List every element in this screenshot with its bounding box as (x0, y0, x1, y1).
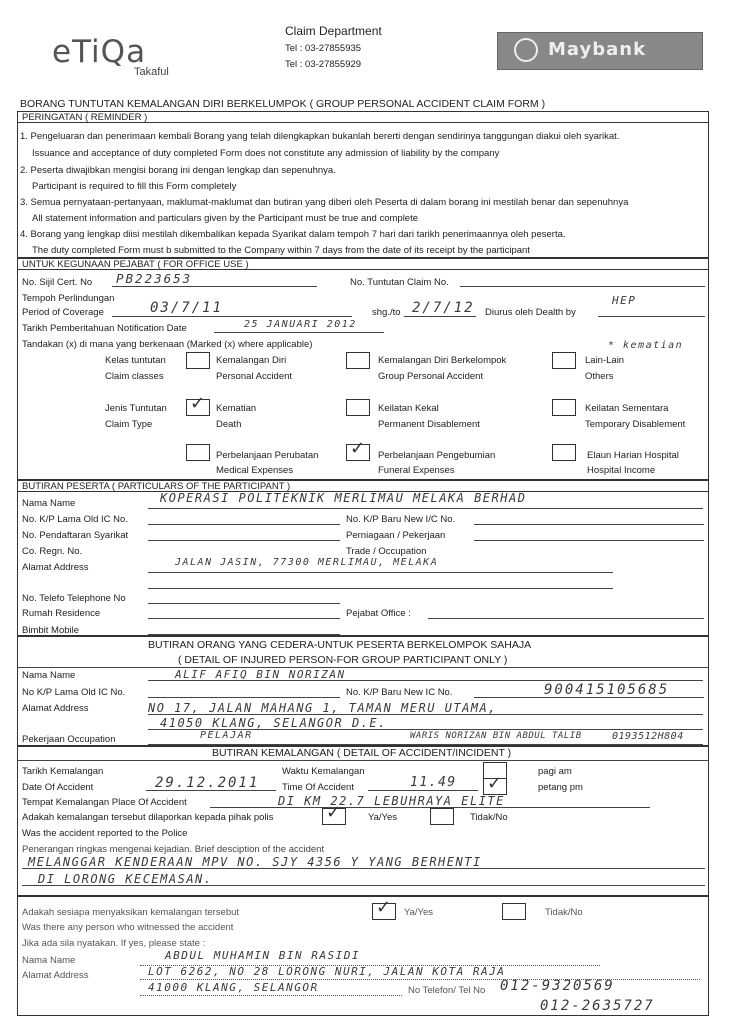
maybank-logo (497, 32, 703, 70)
trade-label-ms: Perniagaan / Pekerjaan (346, 530, 446, 541)
claim-class-label-ms: Kelas tuntutan (105, 355, 166, 366)
reminder-2-en: Participant is required to fill this Form completely (32, 181, 237, 192)
witness-yes-check-icon: ✓ (376, 897, 392, 918)
reminder-4-en: The duty completed Form must b submitted to the Company within 7 days from the date of its receipt by the participant (32, 245, 530, 256)
witness-address-line-2 (140, 995, 402, 996)
office-phone-label: Pejabat Office : (346, 608, 411, 619)
injured-heading-1: BUTIRAN ORANG YANG CEDERA-UNTUK PESERTA BERKELOMPOK SAHAJA (148, 639, 532, 651)
reminder-1-ms: 1. Pengeluaran dan penerimaan kembali Borang yang telah dilengkapkan bukanlah bererti dengan sendirinya tanggungan diakui oleh syarikat. (20, 131, 620, 142)
participant-heading: BUTIRAN PESERTA ( PARTICULARS OF THE PARTICIPANT ) (17, 480, 709, 492)
witness-tel-value-1: 012-9320569 (500, 978, 615, 994)
am-label: pagi am (538, 766, 572, 777)
tel-1: Tel : 03-27855935 (285, 43, 362, 54)
injured-address-label: Alamat Address (22, 703, 89, 714)
participant-new-ic-label: No. K/P Baru New I/C No. (346, 514, 456, 525)
diurus-value: HEP (612, 294, 637, 307)
participant-name-value: KOPERASI POLITEKNIK MERLIMAU MELAKA BERHAD (160, 491, 527, 505)
police-yes-check-icon: ✓ (326, 802, 342, 823)
period-to-value: 2/7/12 (412, 300, 475, 316)
etiqa-logo-sub: Takaful (134, 66, 169, 78)
description-label: Penerangan ringkas mengenai kejadian. Brief desciption of the accident (22, 844, 325, 855)
period-label-en: Period of Coverage (22, 307, 104, 318)
kematian-note: * kematian (608, 340, 684, 351)
personal-accident-checkbox[interactable] (186, 352, 210, 369)
injured-new-ic-value: 900415105685 (544, 682, 670, 698)
witness-address-line-1 (140, 979, 700, 980)
telephone-label: No. Telefo Telephone No (22, 593, 126, 604)
company-reg-line (148, 540, 340, 541)
participant-name-line (148, 508, 703, 509)
witness-address-label: Alamat Address (22, 970, 89, 981)
place-label: Tempat Kemalangan Place Of Accident (22, 797, 187, 808)
police-no-label: Tidak/No (470, 812, 508, 823)
injured-old-ic-label: No K/P Lama Old IC No. (22, 687, 126, 698)
permanent-disablement-checkbox[interactable] (346, 399, 370, 416)
period-to-line (404, 316, 476, 317)
injured-heading-rule (17, 667, 709, 668)
residence-line (148, 618, 340, 619)
injured-address-value-1: NO 17, JALAN MAHANG 1, TAMAN MERU UTAMA, (148, 701, 497, 715)
reminder-4-ms: 4. Borang yang lengkap diisi mestilah dikembalikan kepada Syarikat dalam tempoh 7 hari dari tarikh penerimaannya oleh peserta. (20, 229, 566, 240)
participant-old-ic-line (148, 524, 340, 525)
witness-yes-label: Ya/Yes (404, 907, 434, 918)
maybank-logo-text: Maybank (548, 39, 647, 60)
witness-address-value-1: LOT 6262, NO 28 LORONG NURI, JALAN KOTA RAJA (148, 965, 506, 978)
form-title: BORANG TUNTUTAN KEMALANGAN DIRI BERKELUMPOK ( GROUP PERSONAL ACCIDENT CLAIM FORM ) (20, 98, 546, 110)
diurus-label: Diurus oleh Dealth by (485, 307, 576, 318)
claim-type-label-ms: Jenis Tuntutan (105, 403, 167, 414)
participant-address-line-2 (148, 588, 613, 589)
temporary-disablement-checkbox[interactable] (552, 399, 576, 416)
accident-time-label-ms: Waktu Kemalangan (282, 766, 365, 777)
description-value-1: MELANGGAR KENDERAAN MPV NO. SJY 4356 Y YANG BERHENTI (28, 855, 482, 869)
medical-expenses-checkbox[interactable] (186, 444, 210, 461)
others-checkbox[interactable] (552, 352, 576, 369)
residence-label: Rumah Residence (22, 608, 101, 619)
reminder-heading: PERINGATAN ( REMINDER ) (17, 111, 709, 123)
medical-en: Medical Expenses (216, 465, 294, 476)
group-pa-ms: Kemalangan Diri Berkelompok (378, 355, 507, 366)
injured-name-value: ALIF AFIQ BIN NORIZAN (175, 668, 346, 681)
period-label-ms: Tempoh Perlindungan (22, 293, 115, 304)
group-pa-en: Group Personal Accident (378, 371, 484, 382)
company-reg-label: No. Pendaftaran Syarikat (22, 530, 129, 541)
claim-no-label: No. Tuntutan Claim No. (350, 277, 449, 288)
witness-tel-value-2: 012-2635727 (540, 998, 655, 1014)
co-regn-label: Co. Regn. No. (22, 546, 83, 557)
state-label: Jika ada sila nyatakan. If yes, please state : (22, 938, 206, 949)
etiqa-logo-text: eTiQa (52, 34, 147, 70)
office-heading: UNTUK KEGUNAAN PEJABAT ( FOR OFFICE USE ) (17, 258, 709, 270)
etiqa-logo (52, 36, 169, 78)
cert-no-label: No. Sijil Cert. No (22, 277, 93, 288)
hospital-en: Hospital Income (587, 465, 656, 476)
funeral-ms: Perbelanjaan Pengebumian (378, 450, 496, 461)
reminder-3-ms: 3. Semua pernyataan-pertanyaan, maklumat-maklumat dan butiran yang diberi oleh Peserta di dalam borang ini mestilah benar dan sepenuhnya (20, 197, 629, 208)
witness-label-en: Was there any person who witnessed the accident (22, 922, 234, 933)
accident-heading: BUTIRAN KEMALANGAN ( DETAIL OF ACCIDENT/INCIDENT ) (212, 747, 512, 759)
participant-name-label: Nama Name (22, 498, 76, 509)
witness-no-label: Tidak/No (545, 907, 583, 918)
reminder-2-ms: 2. Peserta diwajibkan mengisi borang ini dengan lengkap dan sepenuhnya. (20, 165, 336, 176)
accident-time-value: 11.49 (410, 775, 457, 790)
notify-line (214, 332, 384, 333)
accident-date-label-en: Date Of Accident (22, 782, 94, 793)
place-value: DI KM 22.7 LEBUHRAYA ELITE (278, 794, 505, 808)
participant-new-ic-line (474, 524, 704, 525)
personal-accident-ms: Kemalangan Diri (216, 355, 287, 366)
claim-class-label-en: Claim classes (105, 371, 164, 382)
medical-ms: Perbelanjaan Perubatan (216, 450, 319, 461)
accident-date-value: 29.12.2011 (155, 775, 260, 791)
group-pa-checkbox[interactable] (346, 352, 370, 369)
description-value-2: DI LORONG KECEMASAN. (38, 872, 213, 886)
period-to-label: shg./to (372, 307, 401, 318)
cert-no-line (112, 286, 317, 287)
claim-type-label-en: Claim Type (105, 419, 153, 430)
mark-instruction: Tandakan (x) di mana yang berkenaan (Marked (x) where applicable) (22, 339, 313, 350)
accident-time-label-en: Time Of Accident (282, 782, 354, 793)
participant-address-line-1 (148, 572, 613, 573)
accident-date-label-ms: Tarikh Kemalangan (22, 766, 104, 777)
death-en: Death (216, 419, 242, 430)
maybank-tiger-icon (514, 38, 538, 62)
funeral-check-icon: ✓ (350, 438, 366, 459)
pm-check-icon: ✓ (487, 773, 503, 794)
temporary-en: Temporary Disablement (585, 419, 686, 430)
witness-address-value-2: 41000 KLANG, SELANGOR (148, 981, 319, 994)
police-no-checkbox[interactable] (430, 808, 454, 825)
participant-address-value: JALAN JASIN, 77300 MERLIMAU, MELAKA (175, 557, 439, 568)
injured-address-value-2: 41050 KLANG, SELANGOR D.E. (160, 716, 387, 730)
office-phone-line (428, 618, 704, 619)
occupation-label: Pekerjaan Occupation (22, 734, 116, 745)
witness-label-ms: Adakah sesiapa menyaksikan kemalangan tersebut (22, 907, 240, 918)
hospital-income-checkbox[interactable] (552, 444, 576, 461)
participant-address-label: Alamat Address (22, 562, 89, 573)
permanent-ms: Keilatan Kekal (378, 403, 439, 414)
witness-name-label: Nama Name (22, 955, 76, 966)
death-ms: Kematian (216, 403, 257, 414)
others-ms: Lain-Lain (585, 355, 625, 366)
trade-label-en: Trade / Occupation (346, 546, 427, 557)
reminder-1-en: Issuance and acceptance of duty completed Form does not constitute any admission of liability by the company (32, 148, 500, 159)
witness-no-checkbox[interactable] (502, 903, 526, 920)
heir-value: WARIS NORIZAN BIN ABDUL TALIB (410, 731, 582, 741)
accident-time-line (368, 790, 478, 791)
reminder-3-en: All statement information and particulars given by the Participant must be true and complete (32, 213, 419, 224)
period-from-line (112, 316, 352, 317)
others-en: Others (585, 371, 614, 382)
occupation-line (148, 744, 703, 745)
funeral-en: Funeral Expenses (378, 465, 455, 476)
temporary-ms: Keilatan Sementara (585, 403, 669, 414)
witness-tel-label: No Telefon/ Tel No (408, 985, 486, 996)
claim-no-line (460, 286, 705, 287)
police-yes-label: Ya/Yes (368, 812, 398, 823)
death-check-icon: ✓ (190, 393, 206, 414)
injured-old-ic-line (148, 697, 340, 698)
telephone-line (148, 603, 340, 604)
mobile-label: Bimbit Mobile (22, 625, 80, 636)
witness-name-value: ABDUL MUHAMIN BIN RASIDI (165, 949, 360, 962)
police-label-ms: Adakah kemalangan tersebut dilaporkan kepada pihak polis (22, 812, 274, 823)
notify-label: Tarikh Pemberitahuan Notification Date (22, 323, 187, 334)
injured-new-ic-label: No. K/P Baru New IC No. (346, 687, 453, 698)
heir-phone: 0193512H804 (612, 731, 684, 742)
tel-2: Tel : 03-27855929 (285, 59, 362, 70)
diurus-line (598, 316, 705, 317)
pm-label: petang pm (538, 782, 583, 793)
period-from-value: 03/7/11 (150, 300, 224, 316)
participant-old-ic-label: No. K/P Lama Old IC No. (22, 514, 128, 525)
trade-line (474, 540, 704, 541)
cert-no-value: PB223653 (116, 271, 193, 286)
accident-heading-rule (17, 760, 709, 761)
mobile-line (148, 634, 340, 635)
personal-accident-en: Personal Accident (216, 371, 293, 382)
injured-name-label: Nama Name (22, 670, 76, 681)
injured-heading-2: ( DETAIL OF INJURED PERSON-FOR GROUP PARTICIPANT ONLY ) (178, 654, 508, 666)
occupation-value: PELAJAR (200, 730, 253, 741)
claim-department: Claim Department (285, 24, 382, 38)
police-label-en: Was the accident reported to the Police (22, 828, 188, 839)
permanent-en: Permanent Disablement (378, 419, 480, 430)
hospital-ms: Elaun Harian Hospital (587, 450, 679, 461)
notify-value: 25 JANUARI 2012 (244, 319, 357, 330)
